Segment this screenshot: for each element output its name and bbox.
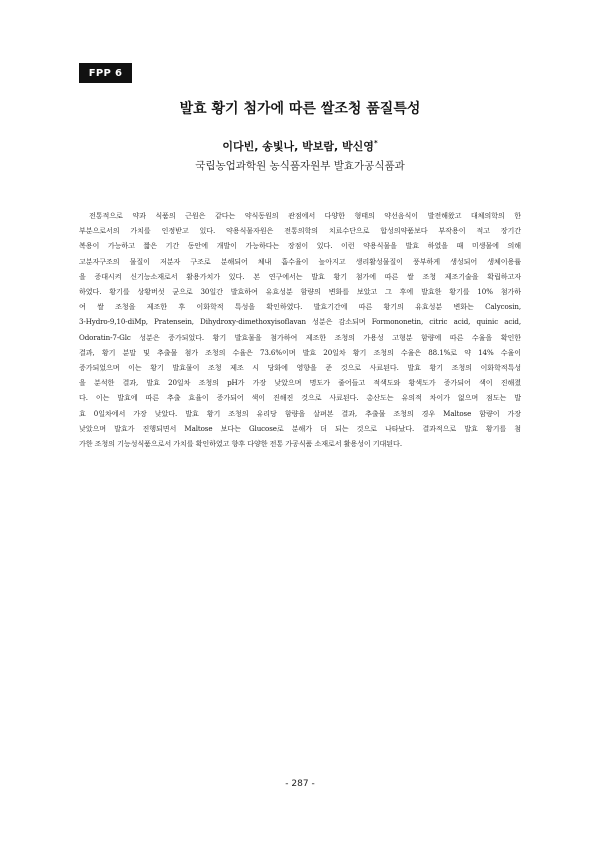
paper-title: 발효 황기 첨가에 따른 쌀조청 품질특성 xyxy=(179,101,421,117)
author-names: 이다빈, 송빛나, 박보람, 박신영 xyxy=(222,140,374,153)
abstract-line: 을 분석한 결과, 발효 20일차 조청의 pH가 가장 낮았으며 명도가 줄어들고 적색도와 황색도가 증가되어 색이 진해졌 xyxy=(79,378,521,388)
abstract-line: 낮았으며 발효가 진행되면서 Maltose 보다는 Glucose로 분해가 더 되는 것으로 나타났다. 결과적으로 발효 황기를 첨 xyxy=(79,423,521,433)
abstract-line: 여 쌀 조청을 제조한 후 이화학적 특성을 확인하였다. 발효기간에 따른 황기의 유효성분 변화는 Calycosin, xyxy=(79,302,521,312)
abstract-line: 하였다. 황기를 상황버섯 균으로 30일간 발효하여 유효성분 함량의 변화를 보았고 그 후에 발효한 황기를 10% 첨가하 xyxy=(79,287,521,297)
corresponding-author-mark: * xyxy=(373,139,378,147)
abstract-line: 3-Hydro-9,10-diMp, Pratensein, Dihydroxy-dimethoxyisoflavan 성분은 감소되며 Formononetin, citric acid, quinic acid, xyxy=(79,317,521,327)
abstract-line: 가한 조청의 기능성식품으로서 가치를 확인하였고 향후 다양한 전통 가공식품 소재로서 활용성이 기대된다. xyxy=(79,439,402,449)
author-line xyxy=(0,138,600,154)
abstract-line: 결과, 황기 분말 및 추출물 첨가 조청의 수율은 73.6%이며 발효 20일차 황기 조청의 수율은 88.1%로 약 14% 수율이 xyxy=(79,347,521,357)
abstract-line: 복용이 가능하고 짧은 기간 동안에 개발이 가능하다는 장점이 있다. 이런 약용식물을 발효 하였을 때 미생물에 의해 xyxy=(79,241,521,251)
page-number: - 287 - xyxy=(285,779,315,789)
abstract-line: 전통적으로 약과 식품의 근원은 같다는 약식동원의 관점에서 다양한 형태의 약선음식이 발전해왔고 대체의학의 한 xyxy=(89,211,521,220)
abstract-body xyxy=(79,208,521,451)
abstract-line: 효 0일차에서 가장 낮았다. 발효 황기 조청의 유리당 함량을 살펴본 결과, 추출물 조청의 경우 Maltose 함량이 가장 xyxy=(79,408,521,418)
session-badge: FPP 6 xyxy=(79,63,132,83)
abstract-line: Odoratin-7-Glc 성분은 증가되었다. 황기 발효물을 첨가하여 제조한 조청의 가용성 고형분 함량에 따른 수율을 확인한 xyxy=(79,332,521,342)
abstract-line: 을 증대시켜 신기능소재로서 활용가치가 있다. 본 연구에서는 발효 황기 첨가에 따른 쌀 조청 제조기술을 확립하고자 xyxy=(79,271,521,281)
affiliation: 국립농업과학원 농식품자원부 발효가공식품과 xyxy=(195,160,405,172)
abstract-line: 고분자구조의 물질이 저분자 구조로 분해되어 체내 흡수율이 높아지고 생리활성물질이 풍부하게 생성되어 생체이용률 xyxy=(79,256,521,266)
abstract-line: 증가되었으며 이는 황기 발효물이 조청 제조 시 당화에 영향을 준 것으로 사료된다. 발효 황기 조청의 이화학적특성 xyxy=(79,363,521,373)
abstract-line: 다. 이는 발효에 따른 추출 효율이 증가되어 색이 진해진 것으로 사료된다. 총산도는 유의적 차이가 없으며 점도는 발 xyxy=(79,393,521,403)
abstract-line: 부분으로서의 가치를 인정받고 있다. 약용식물자원은 전통의학의 치료수단으로 합성의약품보다 부작용이 적고 장기간 xyxy=(79,226,521,236)
